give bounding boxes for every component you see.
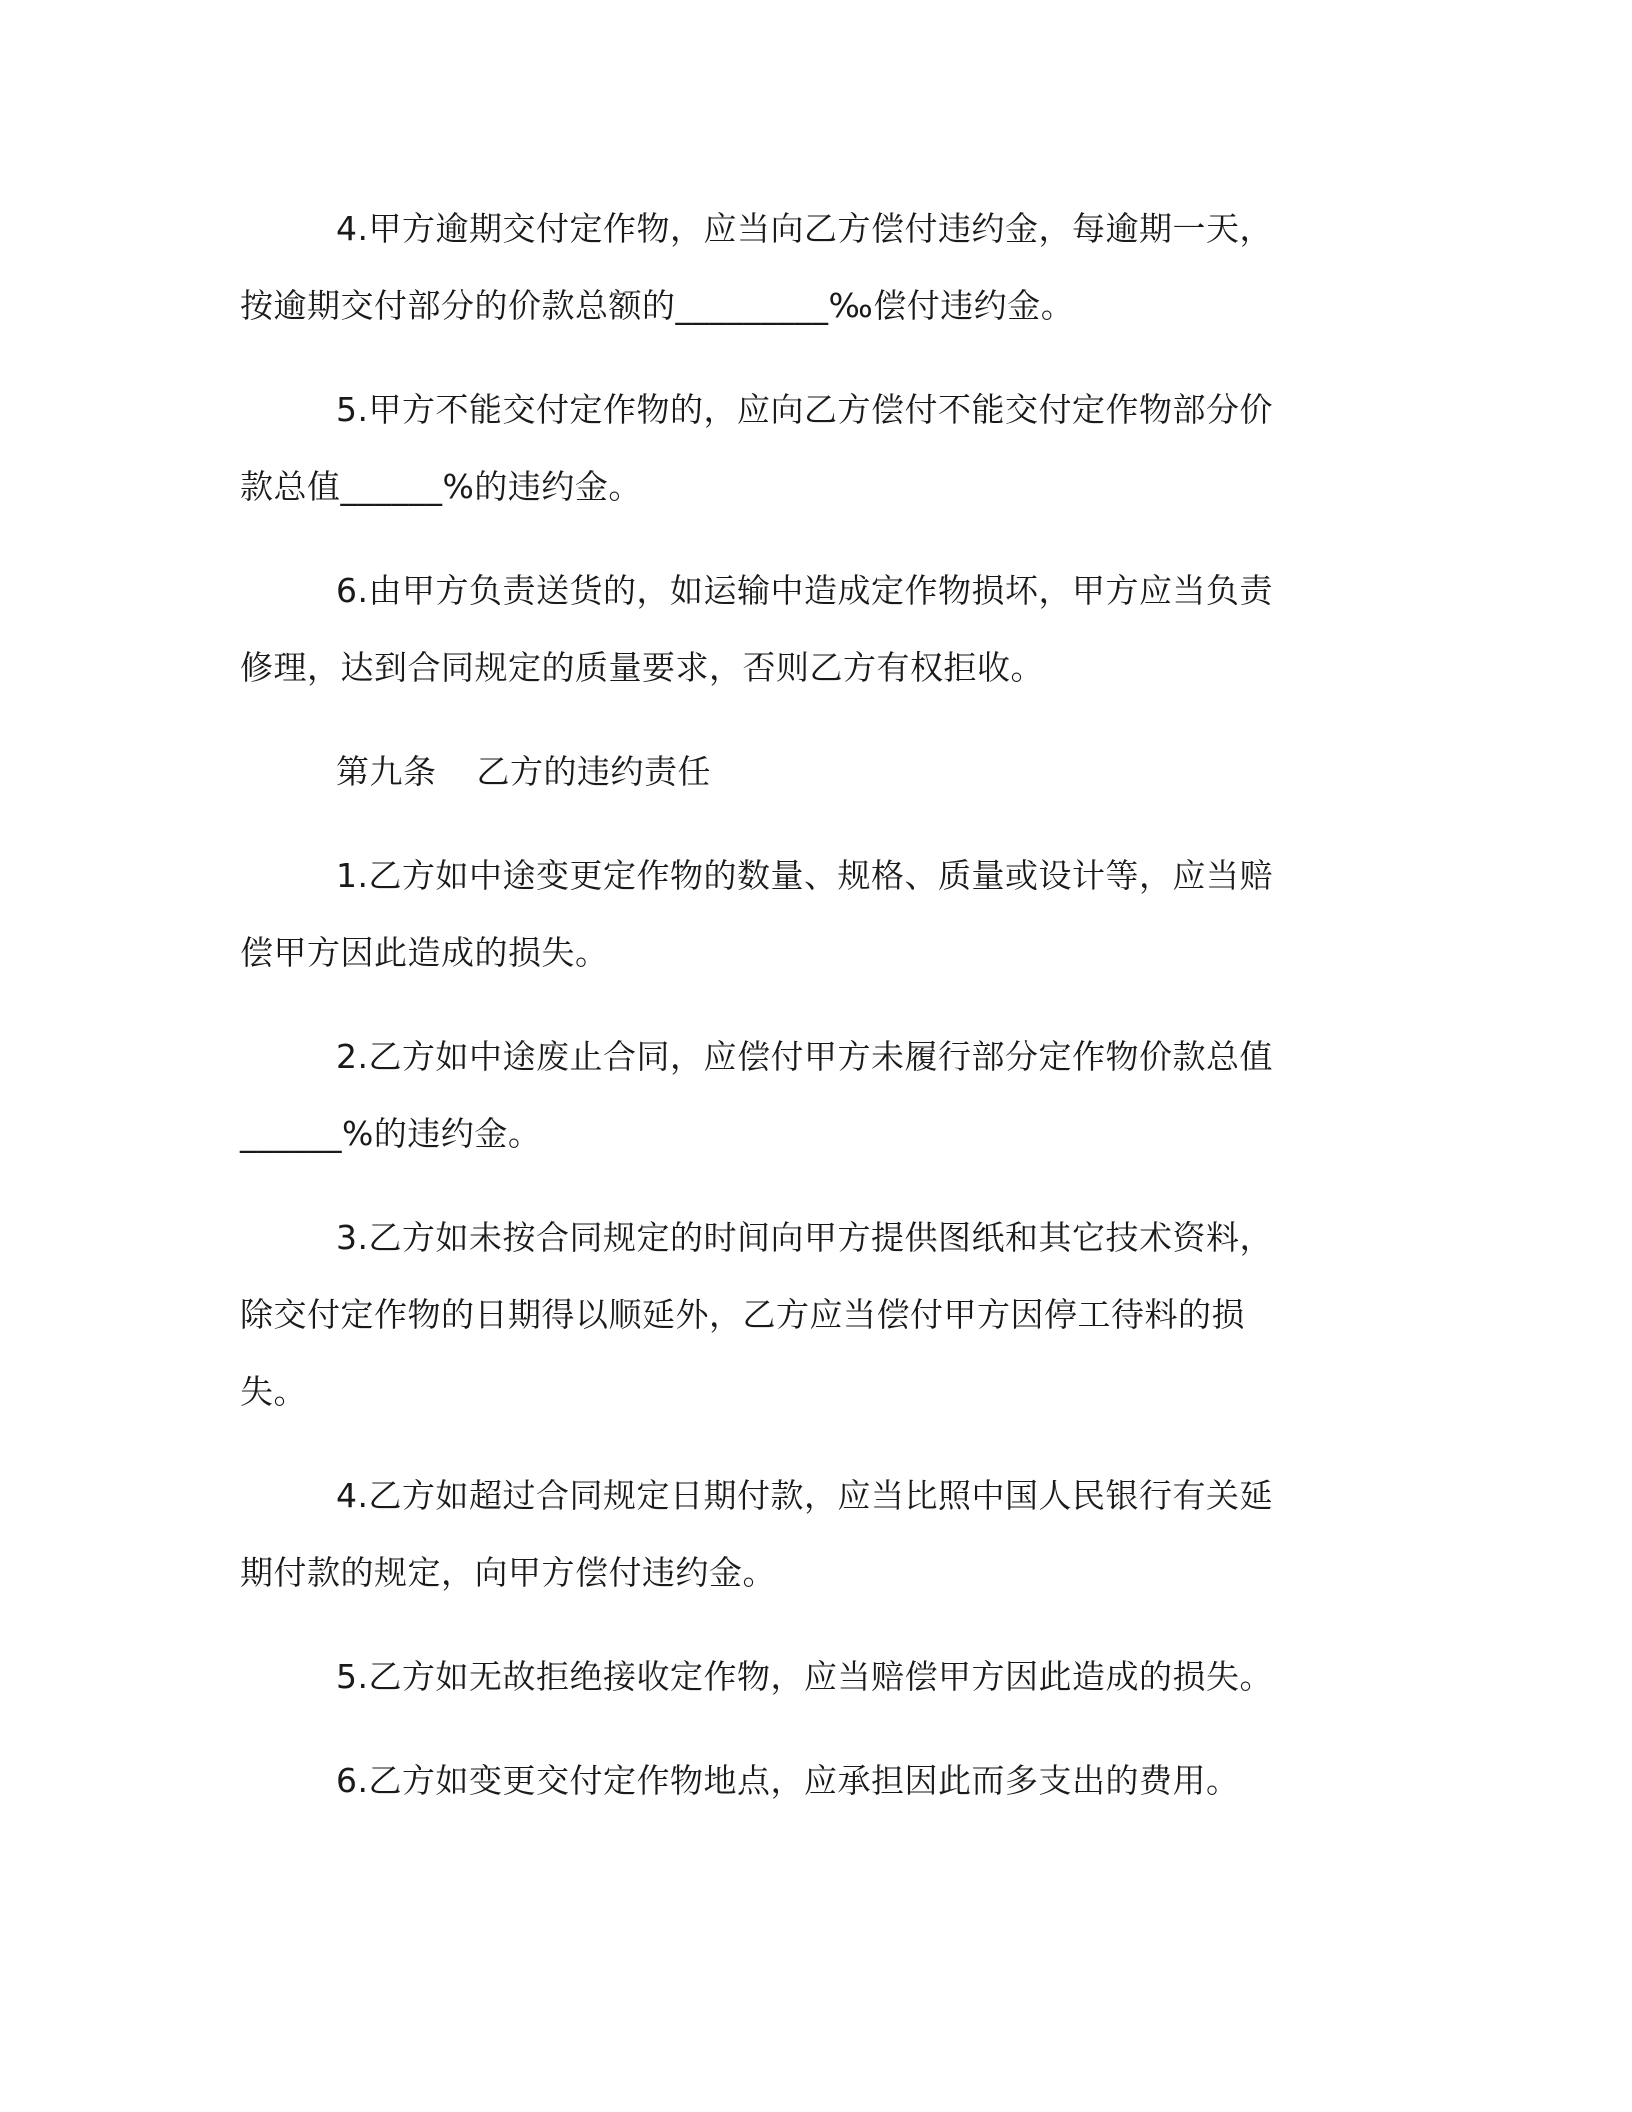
text-line: ______%的违约金。	[240, 1114, 542, 1153]
text-line: 失。	[240, 1372, 307, 1411]
section-heading	[240, 733, 1370, 810]
clause-paragraph	[240, 1199, 1370, 1430]
text-line: 6.乙方如变更交付定作物地点，应承担因此而多支出的费用。	[336, 1761, 1240, 1800]
text-line: 4.乙方如超过合同规定日期付款，应当比照中国人民银行有关延	[336, 1476, 1273, 1515]
text-line: 按逾期交付部分的价款总额的_________‰偿付违约金。	[240, 286, 1075, 325]
text-line: 除交付定作物的日期得以顺延外，乙方应当偿付甲方因停工待料的损	[240, 1295, 1245, 1334]
clause-paragraph	[240, 371, 1370, 525]
section-number: 第九条	[336, 752, 437, 791]
document-body	[240, 190, 1370, 1846]
clause-paragraph	[240, 1638, 1370, 1715]
clause-paragraph	[240, 1742, 1370, 1819]
text-line: 3.乙方如未按合同规定的时间向甲方提供图纸和其它技术资料，	[336, 1218, 1273, 1257]
text-line: 期付款的规定，向甲方偿付违约金。	[240, 1553, 776, 1592]
text-line: 款总值______%的违约金。	[240, 467, 642, 506]
clause-paragraph	[240, 1457, 1370, 1611]
text-line: 1.乙方如中途变更定作物的数量、规格、质量或设计等，应当赔	[336, 856, 1273, 895]
clause-paragraph	[240, 1018, 1370, 1172]
section-title: 乙方的违约责任	[476, 752, 711, 791]
text-line: 偿甲方因此造成的损失。	[240, 933, 609, 972]
text-line: 5.乙方如无故拒绝接收定作物，应当赔偿甲方因此造成的损失。	[336, 1657, 1273, 1696]
text-line: 6.由甲方负责送货的，如运输中造成定作物损坏，甲方应当负责	[336, 571, 1273, 610]
text-line: 5.甲方不能交付定作物的，应向乙方偿付不能交付定作物部分价	[336, 390, 1273, 429]
text-line: 修理，达到合同规定的质量要求，否则乙方有权拒收。	[240, 648, 1044, 687]
text-line: 4.甲方逾期交付定作物，应当向乙方偿付违约金，每逾期一天，	[336, 209, 1273, 248]
clause-paragraph	[240, 552, 1370, 706]
clause-paragraph	[240, 837, 1370, 991]
text-line: 2.乙方如中途废止合同，应偿付甲方未履行部分定作物价款总值	[336, 1037, 1273, 1076]
clause-paragraph	[240, 190, 1370, 344]
